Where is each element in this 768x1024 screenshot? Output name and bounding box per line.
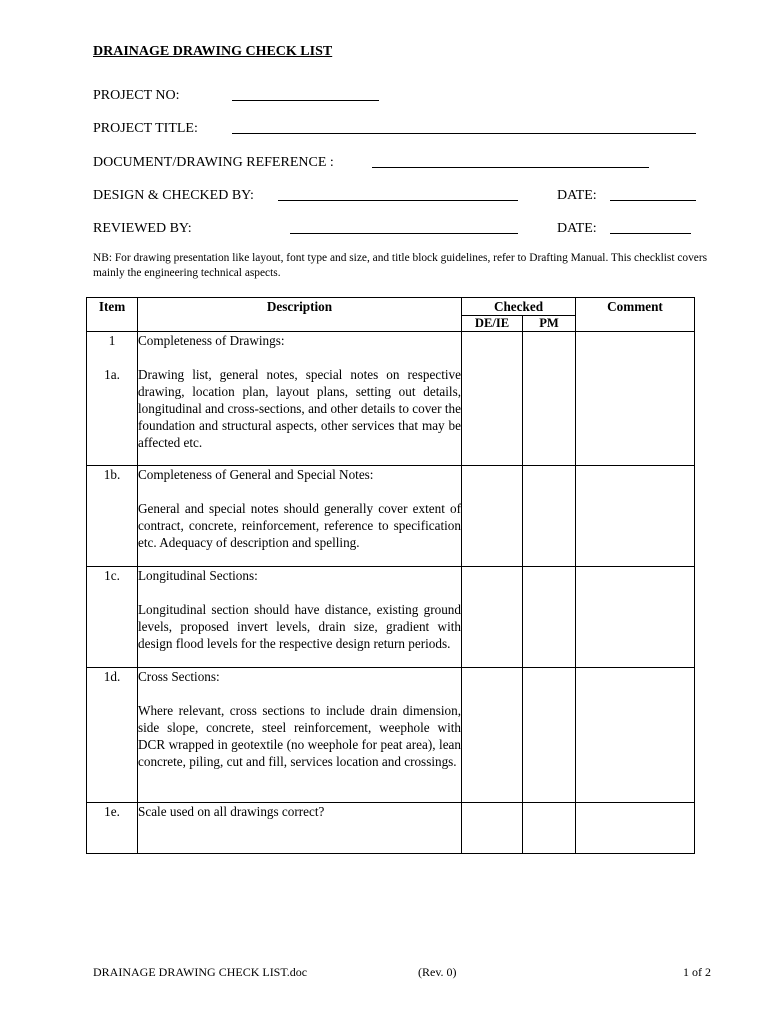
- checked-by-label: DESIGN & CHECKED BY:: [93, 188, 254, 203]
- drawing-reference-field[interactable]: [372, 167, 649, 168]
- header-comment: Comment: [576, 298, 695, 332]
- de-ie-check-cell[interactable]: [462, 803, 523, 854]
- project-no-label: PROJECT NO:: [93, 88, 180, 103]
- comment-cell[interactable]: [576, 332, 695, 466]
- drawing-reference-label: DOCUMENT/DRAWING REFERENCE :: [93, 155, 334, 170]
- item-number: 1c.: [87, 567, 138, 668]
- document-title: DRAINAGE DRAWING CHECK LIST: [93, 44, 333, 59]
- project-no-field[interactable]: [232, 100, 379, 101]
- header-de-ie: DE/IE: [462, 316, 523, 332]
- project-title-field[interactable]: [232, 133, 696, 134]
- table-row: [87, 466, 695, 567]
- de-ie-check-cell[interactable]: [462, 466, 523, 567]
- comment-cell[interactable]: [576, 668, 695, 803]
- item-number: 1d.: [87, 668, 138, 803]
- checklist-table: [86, 297, 695, 854]
- note-text: NB: For drawing presentation like layout, font type and size, and title block guidelines, refer to Drafting Manual. This checklist covers mainly the engineering technical aspects.: [93, 252, 708, 279]
- project-title-label: PROJECT TITLE:: [93, 121, 198, 136]
- header-pm: PM: [523, 316, 576, 332]
- table-row: [87, 567, 695, 668]
- reviewed-date-field[interactable]: [610, 233, 691, 234]
- pm-check-cell[interactable]: [523, 567, 576, 668]
- pm-check-cell[interactable]: [523, 668, 576, 803]
- reviewed-date-label: DATE:: [557, 221, 597, 236]
- de-ie-check-cell[interactable]: [462, 668, 523, 803]
- comment-cell[interactable]: [576, 803, 695, 854]
- item-description: Completeness of General and Special Notes: General and special notes should generally cover extent of contract, concrete, reinforcement, reference to specification etc. Adequacy of description and spelling.: [138, 466, 462, 567]
- pm-check-cell[interactable]: [523, 803, 576, 854]
- comment-cell[interactable]: [576, 466, 695, 567]
- pm-check-cell[interactable]: [523, 332, 576, 466]
- item-number: 1b.: [87, 466, 138, 567]
- pm-check-cell[interactable]: [523, 466, 576, 567]
- header-checked: Checked: [462, 298, 576, 316]
- item-description: Longitudinal Sections: Longitudinal section should have distance, existing ground levels, proposed invert levels, drain size, gradient with design flood levels for the respective design return periods.: [138, 567, 462, 668]
- item-description: Scale used on all drawings correct?: [138, 803, 462, 854]
- header-item: Item: [87, 298, 138, 332]
- reviewed-by-label: REVIEWED BY:: [93, 221, 192, 236]
- comment-cell[interactable]: [576, 567, 695, 668]
- header-description: Description: [138, 298, 462, 332]
- checked-date-label: DATE:: [557, 188, 597, 203]
- item-number: 1e.: [87, 803, 138, 854]
- table-row: [87, 668, 695, 803]
- table-row: [87, 803, 695, 854]
- item-number: 1 1a.: [87, 332, 138, 466]
- checked-date-field[interactable]: [610, 200, 696, 201]
- footer-revision: (Rev. 0): [418, 965, 457, 979]
- table-row: [87, 332, 695, 466]
- de-ie-check-cell[interactable]: [462, 332, 523, 466]
- item-description: Cross Sections: Where relevant, cross sections to include drain dimension, side slope, concrete, steel reinforcement, weephole with DCR wrapped in geotextile (no weephole for peat area), lean concrete, piling, cut and fill, services location and crossings.: [138, 668, 462, 803]
- checked-by-field[interactable]: [278, 200, 518, 201]
- reviewed-by-field[interactable]: [290, 233, 518, 234]
- footer-page-number: 1 of 2: [683, 965, 711, 979]
- de-ie-check-cell[interactable]: [462, 567, 523, 668]
- footer-filename: DRAINAGE DRAWING CHECK LIST.doc: [93, 965, 308, 979]
- item-description: Completeness of Drawings: Drawing list, general notes, special notes on respective drawing, location plan, layout plans, setting out details, longitudinal and cross-sections, and other details to cover the foundation and structural aspects, other services that may be affected etc.: [138, 332, 462, 466]
